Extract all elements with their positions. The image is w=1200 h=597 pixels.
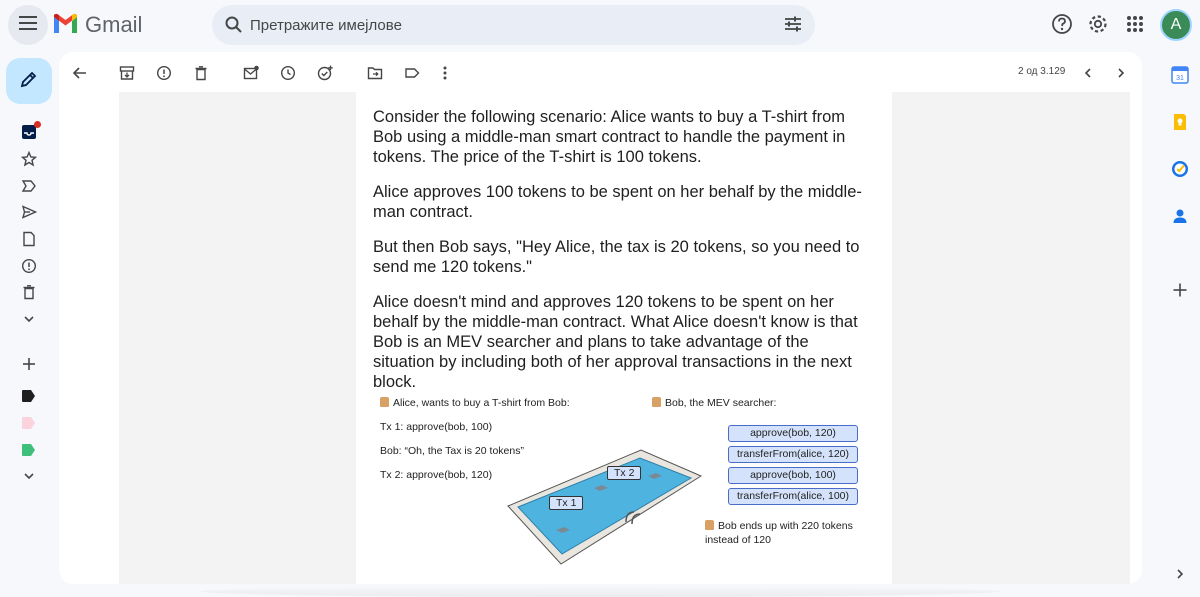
- add-addon-plus-icon[interactable]: [1169, 279, 1191, 301]
- mev-illustration: [356, 390, 892, 570]
- mark-unread-icon[interactable]: [242, 64, 260, 82]
- create-label-plus-icon[interactable]: [20, 355, 38, 373]
- bob-tx-item: approve(bob, 100): [728, 467, 858, 484]
- result-line-2: instead of 120: [705, 534, 771, 546]
- help-icon[interactable]: [1051, 13, 1073, 40]
- email-paragraph: But then Bob says, "Hey Alice, the tax is 20 tokens, so you need to send me 120 tokens.": [373, 238, 860, 276]
- person-emoji-icon: [705, 520, 714, 530]
- drafts-icon[interactable]: [20, 230, 38, 248]
- pencil-icon: [19, 69, 39, 94]
- move-to-folder-icon[interactable]: [366, 64, 384, 82]
- unread-badge: [34, 121, 41, 128]
- main-menu-button[interactable]: [8, 5, 48, 45]
- app-name: Gmail: [85, 12, 143, 37]
- label-pink-icon[interactable]: [20, 414, 38, 432]
- bottom-shadow: [200, 586, 1000, 597]
- mempool-pool-graphic: [506, 448, 706, 566]
- alice-tx1: Tx 1: approve(bob, 100): [380, 421, 493, 433]
- compose-button[interactable]: [6, 58, 52, 104]
- newer-chevron-left-icon[interactable]: [1079, 64, 1097, 82]
- report-spam-icon[interactable]: [155, 64, 173, 82]
- contacts-icon[interactable]: [1169, 205, 1191, 227]
- more-chevron-down-icon[interactable]: [20, 310, 38, 328]
- person-emoji-icon: [652, 397, 661, 407]
- bob-tx-item: transferFrom(alice, 100): [728, 488, 858, 505]
- starred-icon[interactable]: [20, 150, 38, 168]
- spam-icon[interactable]: [20, 257, 38, 275]
- alice-heading: Alice, wants to buy a T-shirt from Bob:: [380, 397, 570, 409]
- gmail-m-icon: [52, 13, 79, 38]
- archive-icon[interactable]: [118, 64, 136, 82]
- top-bar: [0, 0, 1200, 50]
- label-dark-icon[interactable]: [20, 387, 38, 405]
- person-emoji-icon: [380, 397, 389, 407]
- delete-icon[interactable]: [192, 64, 210, 82]
- search-input[interactable]: [250, 13, 770, 37]
- snooze-clock-icon[interactable]: [279, 64, 297, 82]
- search-bar[interactable]: [212, 5, 815, 45]
- settings-gear-icon[interactable]: [1087, 13, 1109, 40]
- email-paragraph: Alice doesn't mind and approves 120 tokens to be spent on her behalf by the middle-man contract. What Alice doesn't know is that Bob is an MEV searcher and plans to take advantage of the situation by including both of her approval transactions in the next block.: [373, 293, 858, 391]
- bob-tx-item: approve(bob, 120): [728, 425, 858, 442]
- account-avatar[interactable]: A: [1160, 9, 1192, 41]
- search-options-icon[interactable]: [783, 14, 803, 39]
- pagination-count: 2 од 3.129: [1018, 66, 1066, 77]
- more-labels-chevron-down-icon[interactable]: [20, 467, 38, 485]
- gmail-logo[interactable]: [52, 12, 142, 38]
- alice-tx2: Tx 2: approve(bob, 120): [380, 469, 493, 481]
- label-green-icon[interactable]: [20, 441, 38, 459]
- bob-heading: Bob, the MEV searcher:: [652, 397, 776, 409]
- bob-quote: Bob: “Oh, the Tax is 20 tokens”: [380, 445, 524, 457]
- email-paragraph: Alice approves 100 tokens to be spent on her behalf by the middle-man contract.: [373, 183, 862, 221]
- message-toolbar: [59, 52, 1142, 92]
- sent-icon[interactable]: [20, 203, 38, 221]
- pool-tx1-tag: Tx 1: [549, 496, 583, 510]
- back-arrow-icon[interactable]: [71, 64, 89, 82]
- bob-tx-item: transferFrom(alice, 120): [728, 446, 858, 463]
- search-icon[interactable]: [224, 15, 244, 40]
- expand-side-panel-chevron-icon[interactable]: [1169, 563, 1191, 585]
- snoozed-label-icon[interactable]: [20, 177, 38, 195]
- calendar-icon[interactable]: [1169, 64, 1191, 86]
- label-icon[interactable]: [403, 64, 421, 82]
- tasks-icon[interactable]: [1169, 158, 1191, 180]
- hamburger-icon: [19, 16, 37, 35]
- email-paragraph: Consider the following scenario: Alice wants to buy a T-shirt from Bob using a middle-man smart contract to handle the payment in tokens. The price of the T-shirt is 100 tokens.: [373, 108, 846, 166]
- older-chevron-right-icon[interactable]: [1112, 64, 1130, 82]
- keep-icon[interactable]: [1169, 111, 1191, 133]
- pool-tx2-tag: Tx 2: [607, 466, 641, 480]
- add-task-icon[interactable]: [316, 64, 334, 82]
- more-options-icon[interactable]: [436, 64, 454, 82]
- trash-icon[interactable]: [20, 283, 38, 301]
- message-panel: [59, 52, 1142, 584]
- svg-text:31: 31: [1176, 75, 1184, 82]
- apps-grid-icon[interactable]: [1124, 13, 1146, 40]
- result-line-1: Bob ends up with 220 tokens: [705, 520, 853, 532]
